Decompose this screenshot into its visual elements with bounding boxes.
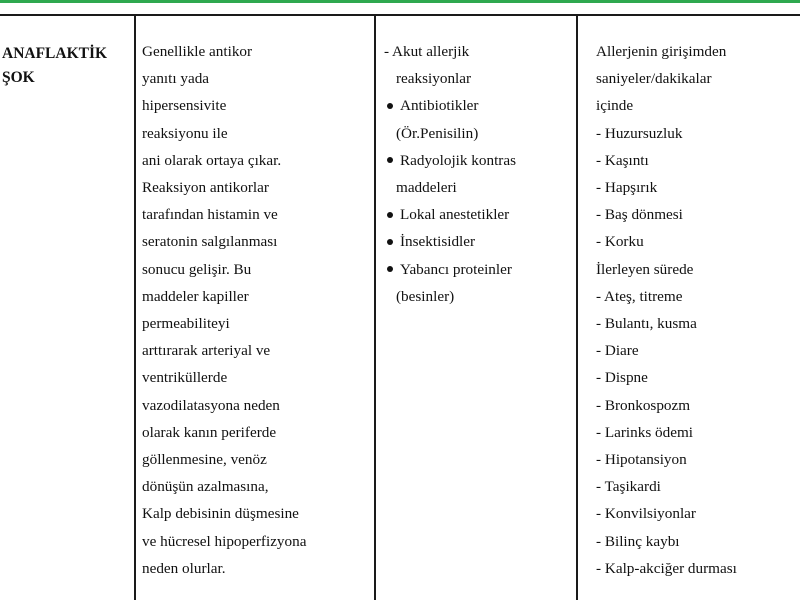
cause-bullet-item	[384, 147, 572, 174]
symptom-item	[596, 555, 800, 582]
symptom-item-text: Korku	[604, 233, 644, 251]
description-line: sonucu gelişir. Bu	[142, 260, 252, 278]
description-line: maddeler kapiller	[142, 287, 249, 305]
cause-text: (Ör.Penisilin)	[396, 124, 479, 142]
symptom-item-text: Baş dönmesi	[604, 206, 683, 224]
description-line: ve hücresel hipoperfizyona	[142, 532, 307, 550]
symptom-item	[596, 337, 800, 364]
column-divider-3	[576, 14, 578, 600]
symptoms-cell	[596, 38, 800, 582]
symptom-item-text: Huzursuzluk	[604, 124, 683, 142]
symptom-item-text: Bronkospozm	[604, 396, 691, 414]
symptom-intro-line	[596, 65, 800, 92]
description-line: dönüşün azalmasına,	[142, 478, 269, 496]
cause-bullet-item	[384, 201, 572, 228]
symptom-intro-line-text: Allerjenin girişimden	[596, 43, 727, 60]
dash-marker: -	[596, 206, 605, 224]
description-line: ani olarak ortaya çıkar.	[142, 151, 282, 169]
description-line: yanıtı yada	[142, 70, 210, 88]
dash-marker: -	[596, 559, 605, 577]
description-line: olarak kanın periferde	[142, 423, 277, 441]
symptom-intro-line-text: saniyeler/dakikalar	[596, 70, 712, 88]
cause-bullet-item	[384, 228, 572, 255]
dash-marker: -	[596, 369, 605, 387]
symptom-item	[596, 174, 800, 201]
description-line: neden olurlar.	[142, 559, 226, 577]
cause-bullet-item	[384, 92, 572, 119]
symptom-item	[596, 147, 800, 174]
cause-line: reaksiyonlar	[396, 70, 472, 88]
cause-text: Radyolojik kontras	[400, 151, 517, 169]
cause-text: Yabancı proteinler	[400, 260, 512, 278]
description-line: hipersensivite	[142, 97, 227, 115]
dash-marker: -	[596, 315, 605, 333]
symptom-item	[596, 364, 800, 391]
top-accent-bar	[0, 0, 800, 3]
description-line: Reaksiyon antikorlar	[142, 179, 269, 197]
symptom-item	[596, 120, 800, 147]
symptom-item	[596, 228, 800, 255]
description-line: Kalp debisinin düşmesine	[142, 505, 299, 523]
symptom-item-text: Konvilsiyonlar	[604, 505, 696, 523]
dash-marker: -	[596, 423, 605, 441]
symptom-item	[596, 310, 800, 337]
dash-marker: -	[596, 233, 605, 251]
symptom-item	[596, 473, 800, 500]
cause-bullet-continuation	[384, 174, 572, 201]
description-line: reaksiyonu ile	[142, 124, 228, 142]
cause-text: İnsektisidler	[400, 233, 476, 251]
column-divider-2	[374, 14, 376, 600]
symptom-item-text: Hipotansiyon	[604, 451, 687, 469]
cause-bullet-item	[384, 256, 572, 283]
cause-text: Lokal anestetikler	[400, 206, 510, 224]
description-cell	[142, 38, 370, 582]
dash-marker: -	[596, 151, 605, 169]
symptom-item-text: Kalp-akciğer durması	[604, 559, 737, 577]
dash-marker: -	[596, 505, 605, 523]
symptom-item	[596, 528, 800, 555]
bullet-icon	[387, 212, 393, 218]
description-line: göllenmesine, venöz	[142, 451, 267, 469]
symptom-progress-label-text: İlerleyen sürede	[596, 260, 694, 278]
description-line: ventriküllerde	[142, 369, 228, 387]
symptom-item-text: Ateş, titreme	[604, 287, 683, 305]
bullet-icon	[387, 239, 393, 245]
condition-cell	[2, 42, 132, 90]
column-divider-1	[134, 14, 136, 600]
cause-bullet-continuation	[384, 283, 572, 310]
bullet-icon	[387, 157, 393, 163]
symptom-item	[596, 446, 800, 473]
dash-marker: -	[596, 451, 605, 469]
symptom-item	[596, 201, 800, 228]
symptom-item-text: Hapşırık	[604, 179, 658, 197]
symptom-item-text: Taşikardi	[604, 478, 661, 496]
condition-line: ŞOK	[2, 69, 35, 86]
symptom-intro-line	[596, 38, 800, 65]
cause-bullet-continuation	[384, 120, 572, 147]
cause-line: - Akut allerjik	[384, 43, 470, 60]
symptom-item	[596, 500, 800, 527]
cause-text: (besinler)	[396, 287, 455, 305]
dash-marker: -	[596, 342, 605, 360]
description-line: seratonin salgılanması	[142, 233, 278, 251]
symptom-item	[596, 419, 800, 446]
description-line: permeabiliteyi	[142, 315, 230, 333]
description-line: arttırarak arteriyal ve	[142, 342, 271, 360]
symptom-item-text: Diare	[604, 342, 639, 360]
cause-text: maddeleri	[396, 179, 457, 197]
symptom-item	[596, 283, 800, 310]
bullet-icon	[387, 103, 393, 109]
dash-marker: -	[596, 478, 605, 496]
symptom-item-text: Bulantı, kusma	[604, 315, 697, 333]
symptom-item-text: Kaşıntı	[604, 151, 649, 169]
symptom-item-text: Bilinç kaybı	[604, 532, 680, 550]
condition-line: ANAFLAKTİK	[2, 45, 108, 62]
dash-marker: -	[596, 532, 605, 550]
description-line: vazodilatasyona neden	[142, 396, 280, 414]
symptom-item-text: Dispne	[604, 369, 648, 387]
cause-text: Antibiotikler	[400, 97, 479, 115]
description-line: tarafından histamin ve	[142, 206, 278, 224]
bullet-icon	[387, 266, 393, 272]
description-line: Genellikle antikor	[142, 43, 253, 60]
symptom-intro-line	[596, 92, 800, 119]
causes-cell	[384, 38, 572, 310]
symptom-intro-line-text: içinde	[596, 97, 634, 115]
dash-marker: -	[596, 124, 605, 142]
symptom-item-text: Larinks ödemi	[604, 423, 694, 441]
symptom-item	[596, 392, 800, 419]
dash-marker: -	[596, 396, 605, 414]
dash-marker: -	[596, 179, 605, 197]
dash-marker: -	[596, 287, 605, 305]
symptom-progress-label	[596, 256, 800, 283]
